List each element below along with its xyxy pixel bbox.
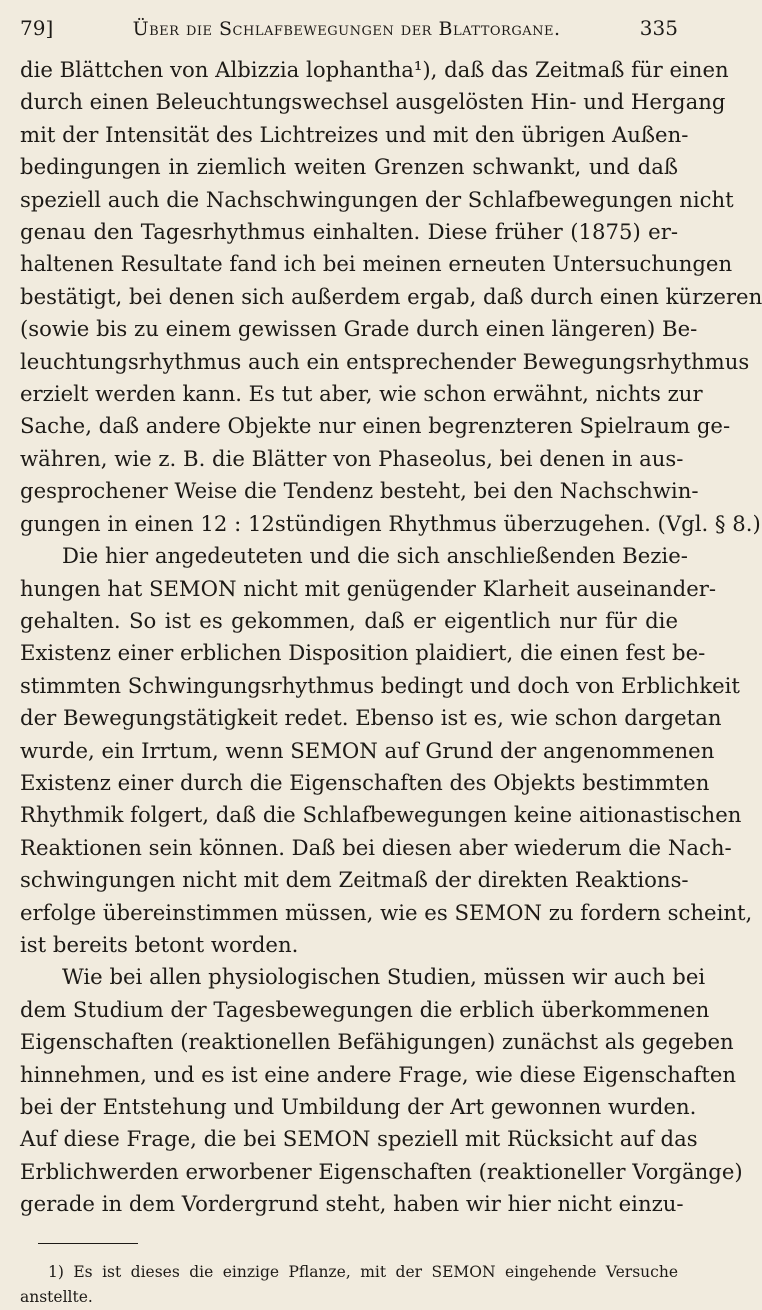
text-line: ist bereits betont worden.: [20, 931, 299, 957]
text-line: (sowie bis zu einem gewissen Grade durch einen längeren) Be-: [20, 316, 698, 342]
text-line: Existenz einer durch die Eigenschaften des Objekts bestimmten: [20, 769, 710, 795]
paragraph-3: [20, 961, 743, 1220]
text-line: gesprochener Weise die Tendenz besteht, bei den Nachschwin-: [20, 478, 699, 504]
text-line: gehalten. So ist es gekommen, daß er eigentlich nur für die: [20, 607, 678, 633]
running-title: Über die Schlafbewegungen der Blattorgane.: [132, 18, 561, 40]
text-line: speziell auch die Nachschwingungen der Schlafbewegungen nicht: [20, 186, 734, 212]
text-line: erfolge übereinstimmen müssen, wie es SEMON zu fordern scheint,: [20, 899, 753, 925]
text-line: Eigenschaften (reaktionellen Befähigungen) zunächst als gegeben: [20, 1029, 734, 1055]
text-line: währen, wie z. B. die Blätter von Phaseolus, bei denen in aus-: [20, 445, 684, 471]
body-text: [20, 54, 762, 1221]
text-line: Existenz einer erblichen Disposition plaidiert, die einen fest be-: [20, 640, 706, 666]
text-line: mit der Intensität des Lichtreizes und mit den übrigen Außen-: [20, 121, 689, 147]
text-line: die Blättchen von Albizzia lophantha¹), daß das Zeitmaß für einen: [20, 57, 729, 82]
page-number: 335: [639, 16, 678, 40]
paragraph-2: [20, 540, 753, 961]
text-line: Rhythmik folgert, daß die Schlafbewegungen keine aitionastischen: [20, 802, 742, 828]
text-line: stimmten Schwingungsrhythmus bedingt und doch von Erblichkeit: [20, 672, 740, 698]
footnote-rule: [38, 1243, 138, 1244]
text-line: gerade in dem Vordergrund steht, haben wir hier nicht einzu-: [20, 1191, 684, 1217]
text-line: leuchtungsrhythmus auch ein entsprechender Bewegungsrhythmus: [20, 348, 750, 374]
text-line: hinnehmen, und es ist eine andere Frage, wie diese Eigenschaften: [20, 1061, 737, 1087]
text-line: Die hier angedeuteten und die sich anschließenden Bezie-: [62, 543, 688, 569]
text-line: Wie bei allen physiologischen Studien, müssen wir auch bei: [62, 964, 706, 990]
text-line: Erblichwerden erworbener Eigenschaften (reaktioneller Vorgänge): [20, 1158, 743, 1184]
text-line: Auf diese Frage, die bei SEMON speziell mit Rücksicht auf das: [20, 1126, 698, 1152]
text-line: Sache, daß andere Objekte nur einen begrenzteren Spielraum ge-: [20, 413, 731, 439]
text-line: hungen hat SEMON nicht mit genügender Klarheit auseinander-: [20, 575, 717, 601]
footnote: [20, 1260, 678, 1310]
text-line: der Bewegungstätigkeit redet. Ebenso ist es, wie schon dargetan: [20, 705, 722, 731]
text-line: durch einen Beleuchtungswechsel ausgelösten Hin- und Hergang: [20, 89, 726, 115]
text-line: bestätigt, bei denen sich außerdem ergab, daß durch einen kürzeren: [20, 283, 762, 309]
text-line: bei der Entstehung und Umbildung der Art gewonnen wurden.: [20, 1094, 697, 1119]
paragraph-1: [20, 54, 762, 540]
footnote-line: 1) Es ist dieses die einzige Pflanze, mit der SEMON eingehende Versuche: [48, 1262, 678, 1281]
text-line: dem Studium der Tagesbewegungen die erblich überkommenen: [20, 996, 710, 1022]
left-page-ref: 79]: [20, 16, 54, 40]
footnote-line: anstellte.: [20, 1287, 93, 1306]
text-line: wurde, ein Irrtum, wenn SEMON auf Grund der angenommenen: [20, 737, 715, 763]
running-header: [20, 16, 678, 54]
text-line: Reaktionen sein können. Daß bei diesen aber wiederum die Nach-: [20, 834, 732, 860]
text-line: bedingungen in ziemlich weiten Grenzen schwankt, und daß: [20, 154, 678, 180]
text-line: genau den Tagesrhythmus einhalten. Diese früher (1875) er-: [20, 219, 678, 245]
text-line: haltenen Resultate fand ich bei meinen erneuten Untersuchungen: [20, 251, 733, 277]
text-line: erzielt werden kann. Es tut aber, wie schon erwähnt, nichts zur: [20, 381, 703, 407]
text-line: schwingungen nicht mit dem Zeitmaß der direkten Reaktions-: [20, 867, 689, 893]
text-line: gungen in einen 12 : 12stündigen Rhythmus überzugehen. (Vgl. § 8.): [20, 510, 761, 536]
